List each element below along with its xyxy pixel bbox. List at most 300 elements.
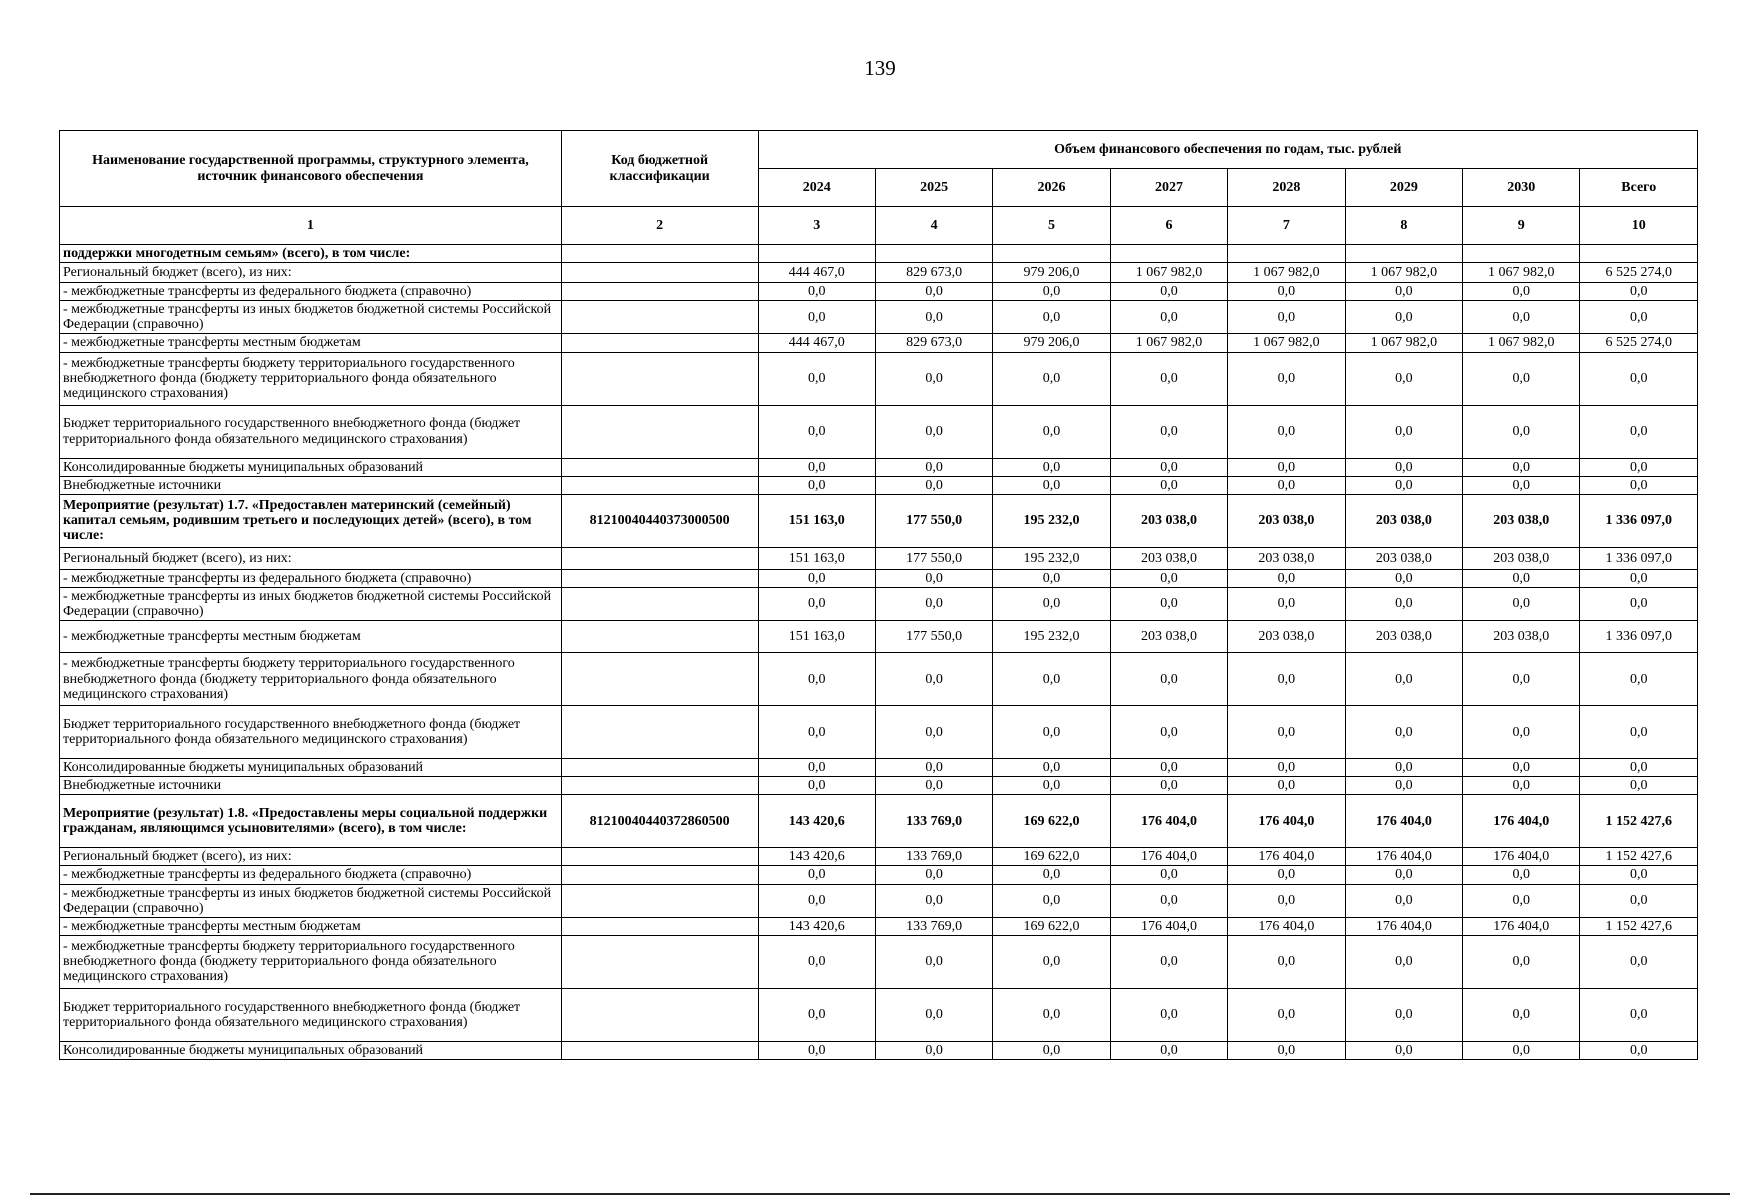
row-value-cell: 444 467,0	[758, 334, 875, 352]
row-name-cell: Региональный бюджет (всего), из них:	[60, 848, 562, 866]
table-row	[60, 245, 1698, 263]
column-number-cell: 10	[1580, 207, 1698, 245]
row-name-cell: - межбюджетные трансферты бюджету территориального государственного внебюджетного фонда (бюджету территориального фонда обязательного медицинского страхования)	[60, 352, 562, 405]
row-value-cell: 203 038,0	[1463, 494, 1580, 547]
row-value-cell: 0,0	[1345, 352, 1462, 405]
table-row	[60, 917, 1698, 935]
row-value-cell: 0,0	[1580, 653, 1698, 706]
row-name-cell: - межбюджетные трансферты бюджету территориального государственного внебюджетного фонда (бюджету территориального фонда обязательного медицинского страхования)	[60, 653, 562, 706]
column-number-cell: 2	[561, 207, 758, 245]
row-value-cell: 203 038,0	[1345, 621, 1462, 653]
row-value-cell: 0,0	[993, 935, 1110, 988]
row-value-cell: 1 152 427,6	[1580, 917, 1698, 935]
table-row	[60, 547, 1698, 569]
row-value-cell: 0,0	[993, 777, 1110, 795]
row-value-cell: 0,0	[1110, 405, 1227, 458]
row-value-cell: 176 404,0	[1463, 848, 1580, 866]
row-name-cell: Мероприятие (результат) 1.8. «Предоставлены меры социальной поддержки гражданам, являющимся усыновителями» (всего), в том числе:	[60, 795, 562, 848]
table-row	[60, 494, 1698, 547]
row-value-cell: 0,0	[1463, 405, 1580, 458]
row-value-cell: 0,0	[1228, 405, 1345, 458]
row-code-cell	[561, 301, 758, 334]
table-row	[60, 848, 1698, 866]
row-value-cell: 0,0	[1580, 988, 1698, 1041]
row-value-cell: 979 206,0	[993, 263, 1110, 283]
row-value-cell: 0,0	[875, 301, 992, 334]
row-value-cell: 0,0	[993, 706, 1110, 759]
row-value-cell: 0,0	[1580, 352, 1698, 405]
row-value-cell: 0,0	[1228, 706, 1345, 759]
row-value-cell: 203 038,0	[1228, 547, 1345, 569]
row-code-cell	[561, 476, 758, 494]
row-value-cell: 0,0	[1110, 301, 1227, 334]
row-value-cell: 829 673,0	[875, 263, 992, 283]
row-code-cell	[561, 334, 758, 352]
row-value-cell: 177 550,0	[875, 621, 992, 653]
row-value-cell: 0,0	[993, 884, 1110, 917]
row-value-cell	[993, 245, 1110, 263]
row-value-cell: 0,0	[993, 405, 1110, 458]
row-value-cell: 133 769,0	[875, 848, 992, 866]
row-value-cell: 0,0	[1345, 653, 1462, 706]
row-value-cell: 0,0	[1345, 935, 1462, 988]
row-value-cell: 1 067 982,0	[1228, 334, 1345, 352]
row-code-cell	[561, 653, 758, 706]
table-header	[60, 131, 1698, 245]
table-row	[60, 352, 1698, 405]
row-value-cell: 0,0	[1110, 1041, 1227, 1059]
row-code-cell: 81210040440372860500	[561, 795, 758, 848]
row-value-cell: 0,0	[1463, 777, 1580, 795]
row-name-cell: Внебюджетные источники	[60, 476, 562, 494]
row-value-cell: 0,0	[1345, 884, 1462, 917]
row-value-cell: 176 404,0	[1228, 795, 1345, 848]
row-value-cell: 203 038,0	[1110, 547, 1227, 569]
row-value-cell: 0,0	[1228, 587, 1345, 620]
table-row	[60, 263, 1698, 283]
row-value-cell: 195 232,0	[993, 547, 1110, 569]
table-row	[60, 458, 1698, 476]
row-value-cell: 0,0	[1463, 569, 1580, 587]
table-row	[60, 405, 1698, 458]
row-value-cell: 176 404,0	[1228, 848, 1345, 866]
row-value-cell: 0,0	[758, 653, 875, 706]
row-value-cell: 151 163,0	[758, 494, 875, 547]
row-code-cell	[561, 1041, 758, 1059]
financing-table	[59, 130, 1698, 1060]
row-name-cell: - межбюджетные трансферты из иных бюджетов бюджетной системы Российской Федерации (справочно)	[60, 587, 562, 620]
table-row	[60, 334, 1698, 352]
row-value-cell: 0,0	[1228, 653, 1345, 706]
row-value-cell: 0,0	[875, 1041, 992, 1059]
row-value-cell: 1 067 982,0	[1463, 334, 1580, 352]
row-value-cell: 0,0	[1345, 706, 1462, 759]
row-value-cell: 1 067 982,0	[1228, 263, 1345, 283]
row-value-cell: 0,0	[875, 653, 992, 706]
column-number-cell: 1	[60, 207, 562, 245]
row-value-cell: 0,0	[758, 569, 875, 587]
column-number-cell: 3	[758, 207, 875, 245]
row-value-cell: 1 067 982,0	[1110, 263, 1227, 283]
row-value-cell: 0,0	[1228, 988, 1345, 1041]
row-value-cell: 0,0	[875, 988, 992, 1041]
row-value-cell: 203 038,0	[1228, 621, 1345, 653]
table-row	[60, 283, 1698, 301]
row-value-cell: 0,0	[875, 884, 992, 917]
row-name-cell: Региональный бюджет (всего), из них:	[60, 263, 562, 283]
row-code-cell	[561, 917, 758, 935]
column-number-cell: 9	[1463, 207, 1580, 245]
row-code-cell	[561, 848, 758, 866]
row-value-cell: 0,0	[758, 352, 875, 405]
row-value-cell: 0,0	[1228, 777, 1345, 795]
row-code-cell	[561, 777, 758, 795]
row-value-cell	[758, 245, 875, 263]
row-value-cell: 1 336 097,0	[1580, 547, 1698, 569]
table-row	[60, 1041, 1698, 1059]
row-value-cell: 6 525 274,0	[1580, 263, 1698, 283]
row-value-cell: 0,0	[1345, 777, 1462, 795]
row-value-cell: 169 622,0	[993, 795, 1110, 848]
row-value-cell: 177 550,0	[875, 547, 992, 569]
row-value-cell: 195 232,0	[993, 621, 1110, 653]
row-value-cell: 0,0	[1228, 884, 1345, 917]
row-value-cell	[1228, 245, 1345, 263]
row-value-cell: 0,0	[993, 587, 1110, 620]
row-value-cell: 0,0	[758, 777, 875, 795]
row-value-cell: 176 404,0	[1345, 848, 1462, 866]
row-name-cell: - межбюджетные трансферты из иных бюджетов бюджетной системы Российской Федерации (справочно)	[60, 884, 562, 917]
row-code-cell	[561, 706, 758, 759]
row-code-cell	[561, 405, 758, 458]
row-value-cell: 0,0	[1228, 476, 1345, 494]
row-value-cell: 0,0	[1345, 405, 1462, 458]
row-value-cell: 0,0	[993, 653, 1110, 706]
row-name-cell: - межбюджетные трансферты местным бюджетам	[60, 621, 562, 653]
row-code-cell: 81210040440373000500	[561, 494, 758, 547]
row-value-cell: 0,0	[1345, 759, 1462, 777]
row-value-cell: 0,0	[1345, 283, 1462, 301]
row-code-cell	[561, 263, 758, 283]
row-value-cell: 0,0	[875, 866, 992, 884]
header-year-cell: Всего	[1580, 169, 1698, 207]
row-value-cell: 143 420,6	[758, 917, 875, 935]
row-value-cell: 1 336 097,0	[1580, 494, 1698, 547]
row-code-cell	[561, 283, 758, 301]
row-value-cell: 176 404,0	[1228, 917, 1345, 935]
row-code-cell	[561, 884, 758, 917]
row-value-cell: 195 232,0	[993, 494, 1110, 547]
row-value-cell: 143 420,6	[758, 795, 875, 848]
row-value-cell: 1 067 982,0	[1110, 334, 1227, 352]
row-name-cell: - межбюджетные трансферты местным бюджетам	[60, 334, 562, 352]
row-code-cell	[561, 759, 758, 777]
row-value-cell: 0,0	[993, 759, 1110, 777]
row-code-cell	[561, 458, 758, 476]
row-value-cell: 0,0	[1228, 866, 1345, 884]
row-value-cell: 0,0	[1580, 759, 1698, 777]
bottom-divider	[30, 1193, 1730, 1195]
table-row	[60, 988, 1698, 1041]
table-row	[60, 795, 1698, 848]
header-year-cell: 2029	[1345, 169, 1462, 207]
row-value-cell: 203 038,0	[1228, 494, 1345, 547]
row-name-cell: поддержки многодетным семьям» (всего), в том числе:	[60, 245, 562, 263]
row-value-cell: 0,0	[1580, 866, 1698, 884]
row-value-cell: 0,0	[1345, 587, 1462, 620]
row-value-cell: 0,0	[1110, 352, 1227, 405]
row-value-cell: 0,0	[993, 1041, 1110, 1059]
row-value-cell: 0,0	[875, 759, 992, 777]
row-value-cell: 1 152 427,6	[1580, 795, 1698, 848]
row-value-cell: 0,0	[1110, 935, 1227, 988]
row-value-cell: 0,0	[1463, 458, 1580, 476]
row-value-cell: 0,0	[758, 884, 875, 917]
row-value-cell: 0,0	[1110, 759, 1227, 777]
row-value-cell: 0,0	[993, 458, 1110, 476]
row-value-cell: 0,0	[993, 988, 1110, 1041]
row-value-cell: 176 404,0	[1110, 917, 1227, 935]
row-code-cell	[561, 245, 758, 263]
row-value-cell: 0,0	[758, 759, 875, 777]
row-code-cell	[561, 569, 758, 587]
row-name-cell: Консолидированные бюджеты муниципальных образований	[60, 458, 562, 476]
row-name-cell: - межбюджетные трансферты из федерального бюджета (справочно)	[60, 283, 562, 301]
row-code-cell	[561, 935, 758, 988]
row-value-cell: 979 206,0	[993, 334, 1110, 352]
row-name-cell: Бюджет территориального государственного внебюджетного фонда (бюджет территориального фонда обязательного медицинского страхования)	[60, 405, 562, 458]
row-value-cell: 169 622,0	[993, 848, 1110, 866]
row-value-cell: 1 067 982,0	[1345, 263, 1462, 283]
row-value-cell: 0,0	[1228, 352, 1345, 405]
row-value-cell	[1580, 245, 1698, 263]
row-value-cell: 203 038,0	[1110, 621, 1227, 653]
row-value-cell: 0,0	[1110, 476, 1227, 494]
table-row	[60, 706, 1698, 759]
page-number: 139	[864, 56, 896, 80]
header-year-cell: 2027	[1110, 169, 1227, 207]
row-value-cell: 0,0	[1580, 706, 1698, 759]
row-value-cell: 0,0	[1463, 935, 1580, 988]
row-value-cell: 0,0	[875, 458, 992, 476]
row-value-cell: 0,0	[758, 283, 875, 301]
row-value-cell	[1345, 245, 1462, 263]
row-value-cell: 0,0	[1345, 569, 1462, 587]
row-value-cell: 0,0	[875, 476, 992, 494]
row-value-cell: 0,0	[1345, 988, 1462, 1041]
row-value-cell: 0,0	[993, 476, 1110, 494]
row-value-cell: 0,0	[1228, 569, 1345, 587]
row-value-cell: 0,0	[1580, 283, 1698, 301]
row-value-cell: 0,0	[1110, 458, 1227, 476]
table-row	[60, 301, 1698, 334]
row-code-cell	[561, 352, 758, 405]
row-value-cell: 133 769,0	[875, 917, 992, 935]
row-value-cell: 176 404,0	[1345, 795, 1462, 848]
row-value-cell: 0,0	[758, 706, 875, 759]
row-name-cell: - межбюджетные трансферты из иных бюджетов бюджетной системы Российской Федерации (справочно)	[60, 301, 562, 334]
row-value-cell: 0,0	[1580, 1041, 1698, 1059]
header-year-cell: 2025	[875, 169, 992, 207]
row-value-cell: 0,0	[758, 458, 875, 476]
row-value-cell: 1 336 097,0	[1580, 621, 1698, 653]
row-value-cell: 0,0	[1228, 935, 1345, 988]
row-value-cell: 1 152 427,6	[1580, 848, 1698, 866]
row-value-cell: 0,0	[1463, 988, 1580, 1041]
row-value-cell: 0,0	[758, 587, 875, 620]
row-value-cell: 0,0	[875, 569, 992, 587]
row-value-cell	[1110, 245, 1227, 263]
row-value-cell: 0,0	[758, 1041, 875, 1059]
row-name-cell: Внебюджетные источники	[60, 777, 562, 795]
row-value-cell: 0,0	[758, 405, 875, 458]
row-code-cell	[561, 866, 758, 884]
row-value-cell: 0,0	[1110, 569, 1227, 587]
row-value-cell: 0,0	[1345, 1041, 1462, 1059]
row-value-cell: 0,0	[875, 405, 992, 458]
row-value-cell: 0,0	[1580, 458, 1698, 476]
row-name-cell: - межбюджетные трансферты из федерального бюджета (справочно)	[60, 866, 562, 884]
row-value-cell: 0,0	[1345, 458, 1462, 476]
column-number-cell: 8	[1345, 207, 1462, 245]
row-value-cell: 151 163,0	[758, 547, 875, 569]
row-value-cell: 0,0	[1580, 777, 1698, 795]
row-value-cell: 0,0	[1463, 1041, 1580, 1059]
row-value-cell: 0,0	[1463, 587, 1580, 620]
row-code-cell	[561, 988, 758, 1041]
row-value-cell: 151 163,0	[758, 621, 875, 653]
row-value-cell: 0,0	[1345, 476, 1462, 494]
row-value-cell: 176 404,0	[1110, 795, 1227, 848]
row-value-cell: 0,0	[758, 866, 875, 884]
row-code-cell	[561, 621, 758, 653]
row-value-cell: 444 467,0	[758, 263, 875, 283]
row-value-cell: 0,0	[1580, 405, 1698, 458]
row-value-cell: 203 038,0	[1345, 494, 1462, 547]
row-value-cell: 0,0	[993, 569, 1110, 587]
row-value-cell: 176 404,0	[1345, 917, 1462, 935]
header-year-cell: 2024	[758, 169, 875, 207]
row-value-cell: 0,0	[1463, 352, 1580, 405]
row-code-cell	[561, 547, 758, 569]
row-value-cell: 0,0	[993, 352, 1110, 405]
row-value-cell: 133 769,0	[875, 795, 992, 848]
row-value-cell: 177 550,0	[875, 494, 992, 547]
row-value-cell: 0,0	[1580, 301, 1698, 334]
column-number-cell: 5	[993, 207, 1110, 245]
header-volume: Объем финансового обеспечения по годам, тыс. рублей	[758, 131, 1698, 169]
table-row	[60, 884, 1698, 917]
row-value-cell: 0,0	[1463, 653, 1580, 706]
table-row	[60, 866, 1698, 884]
row-value-cell: 169 622,0	[993, 917, 1110, 935]
header-code: Код бюджетной классификации	[561, 131, 758, 207]
table-row	[60, 569, 1698, 587]
row-value-cell: 0,0	[1463, 866, 1580, 884]
row-value-cell: 203 038,0	[1463, 621, 1580, 653]
row-value-cell: 0,0	[1228, 759, 1345, 777]
table-row	[60, 935, 1698, 988]
row-value-cell: 0,0	[1110, 777, 1227, 795]
row-name-cell: Региональный бюджет (всего), из них:	[60, 547, 562, 569]
row-value-cell: 0,0	[758, 476, 875, 494]
row-value-cell: 0,0	[875, 706, 992, 759]
row-name-cell: Бюджет территориального государственного внебюджетного фонда (бюджет территориального фонда обязательного медицинского страхования)	[60, 706, 562, 759]
row-value-cell: 1 067 982,0	[1463, 263, 1580, 283]
row-value-cell: 0,0	[1110, 866, 1227, 884]
row-value-cell: 0,0	[1110, 706, 1227, 759]
header-name: Наименование государственной программы, структурного элемента, источник финансового обеспечения	[60, 131, 562, 207]
table-body	[60, 245, 1698, 1060]
row-name-cell: - межбюджетные трансферты местным бюджетам	[60, 917, 562, 935]
row-value-cell: 176 404,0	[1463, 795, 1580, 848]
row-value-cell: 0,0	[1463, 283, 1580, 301]
row-value-cell: 0,0	[875, 587, 992, 620]
row-value-cell: 203 038,0	[1345, 547, 1462, 569]
row-value-cell: 203 038,0	[1110, 494, 1227, 547]
row-name-cell: - межбюджетные трансферты из федерального бюджета (справочно)	[60, 569, 562, 587]
header-numbering-row	[60, 207, 1698, 245]
row-value-cell: 0,0	[1110, 884, 1227, 917]
header-year-cell: 2030	[1463, 169, 1580, 207]
row-value-cell: 0,0	[758, 301, 875, 334]
row-value-cell: 0,0	[1463, 759, 1580, 777]
row-name-cell: Консолидированные бюджеты муниципальных образований	[60, 759, 562, 777]
row-value-cell: 0,0	[1580, 569, 1698, 587]
column-number-cell: 6	[1110, 207, 1227, 245]
row-value-cell: 1 067 982,0	[1345, 334, 1462, 352]
row-value-cell: 0,0	[1580, 935, 1698, 988]
table-row	[60, 759, 1698, 777]
row-value-cell: 0,0	[1228, 283, 1345, 301]
row-name-cell: Бюджет территориального государственного внебюджетного фонда (бюджет территориального фонда обязательного медицинского страхования)	[60, 988, 562, 1041]
row-value-cell: 0,0	[1110, 283, 1227, 301]
row-value-cell: 0,0	[875, 352, 992, 405]
row-name-cell: - межбюджетные трансферты бюджету территориального государственного внебюджетного фонда (бюджету территориального фонда обязательного медицинского страхования)	[60, 935, 562, 988]
column-number-cell: 4	[875, 207, 992, 245]
row-value-cell: 0,0	[993, 283, 1110, 301]
row-value-cell	[1463, 245, 1580, 263]
row-value-cell: 6 525 274,0	[1580, 334, 1698, 352]
row-code-cell	[561, 587, 758, 620]
header-year-cell: 2026	[993, 169, 1110, 207]
row-value-cell: 143 420,6	[758, 848, 875, 866]
table-row	[60, 476, 1698, 494]
row-value-cell: 0,0	[1228, 301, 1345, 334]
row-value-cell: 0,0	[875, 777, 992, 795]
row-value-cell: 0,0	[993, 866, 1110, 884]
row-value-cell: 0,0	[1463, 476, 1580, 494]
column-number-cell: 7	[1228, 207, 1345, 245]
row-value-cell: 0,0	[875, 935, 992, 988]
row-value-cell: 0,0	[1463, 301, 1580, 334]
row-value-cell: 203 038,0	[1463, 547, 1580, 569]
header-year-cell: 2028	[1228, 169, 1345, 207]
row-value-cell: 176 404,0	[1110, 848, 1227, 866]
table-row	[60, 587, 1698, 620]
row-value-cell: 0,0	[1228, 458, 1345, 476]
row-value-cell: 0,0	[875, 283, 992, 301]
row-value-cell: 829 673,0	[875, 334, 992, 352]
row-value-cell: 0,0	[1228, 1041, 1345, 1059]
row-value-cell: 0,0	[1463, 884, 1580, 917]
table-row	[60, 653, 1698, 706]
row-value-cell: 0,0	[1110, 587, 1227, 620]
table-row	[60, 777, 1698, 795]
row-value-cell	[875, 245, 992, 263]
row-value-cell: 0,0	[1580, 476, 1698, 494]
row-value-cell: 0,0	[1580, 884, 1698, 917]
